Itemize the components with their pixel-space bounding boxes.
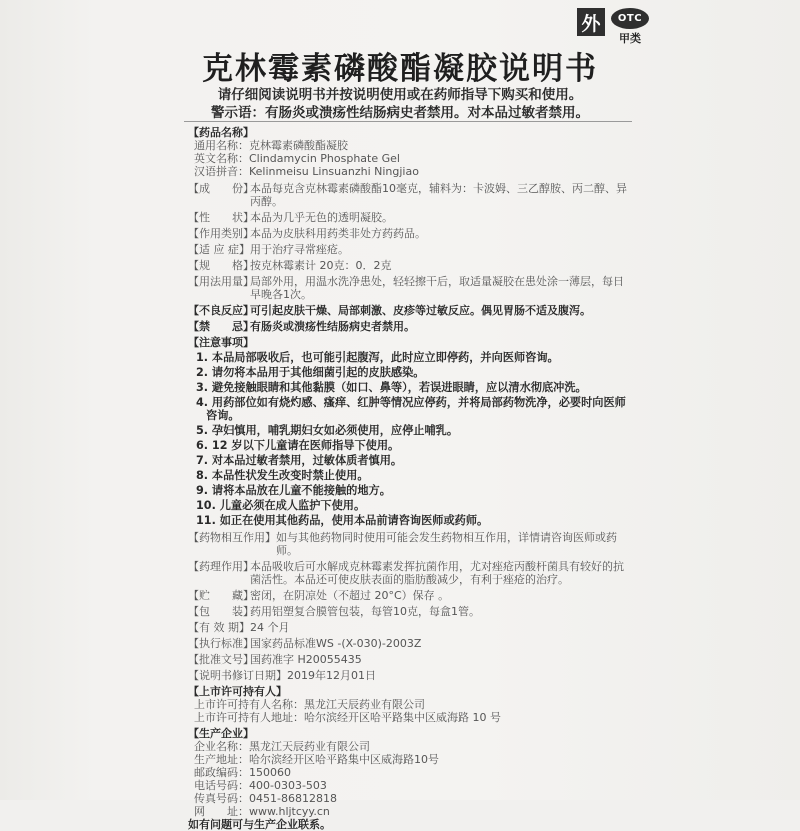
standard-row [188,637,633,650]
field-label: 网 址： [194,804,249,818]
warning-text: 警示语：有肠炎或溃疡性结肠病史者禁用。对本品过敏者禁用。 [211,105,589,121]
field-value: 本品为几乎无色的透明凝胶。 [250,211,393,224]
precaution-item: 8. 本品性状发生改变时禁止使用。 [196,469,369,482]
section-header-drug-name: 【药品名称】 [188,126,254,139]
website-row [188,805,633,818]
precaution-item: 9. 请将本品放在儿童不能接触的地方。 [196,484,391,497]
field-label: 【性 状】 [188,211,254,224]
leaflet-content [188,126,633,831]
postal-row [188,766,633,779]
field-label: 【成 份】 [188,182,254,195]
field-value: 24 个月 [250,620,290,634]
external-use-badge: 外 [577,8,605,36]
precaution-item: 6. 12 岁以下儿童请在医师指导下使用。 [196,439,400,452]
footer-note: 如有问题可与生产企业联系。 [188,817,331,831]
field-label: 上市许可持有人地址： [194,710,304,724]
field-value: 用于治疗寻常痤疮。 [250,243,349,256]
field-value: 哈尔滨经开区哈平路集中区威海路10号 [249,752,439,766]
approval-row [188,653,633,666]
expiry-row [188,621,633,634]
classification-badges [577,8,649,46]
field-value: 密闭，在阴凉处（不超过 20°C）保存 。 [250,588,450,602]
field-label: 【用法用量】 [188,275,254,288]
package-row [188,605,633,618]
field-label: 【规 格】 [188,259,254,272]
field-label: 电话号码： [194,778,249,792]
field-label: 【不良反应】 [188,304,254,317]
contraindication-row [188,320,633,333]
holder-name-row [188,698,633,711]
field-value: 黑龙江天辰药业有限公司 [249,739,370,753]
precaution-item: 11. 如正在使用其他药品，使用本品前请咨询医师或药师。 [196,514,489,527]
field-value: 克林霉素磷酸酯凝胶 [249,139,348,152]
field-value: Clindamycin Phosphate Gel [249,152,400,165]
field-label: 【批准文号】 [188,652,254,666]
field-label: 【禁 忌】 [188,320,254,333]
mfr-address-row [188,753,633,766]
field-value: 按克林霉素计 20克：0．2克 [250,259,392,272]
divider [184,121,632,122]
precaution-item: 2. 请勿将本品用于其他细菌引起的皮肤感染。 [196,365,425,379]
field-value: 黑龙江天辰药业有限公司 [304,697,425,711]
website-link[interactable]: www.hljtcyy.cn [249,804,330,818]
composition-row [188,182,633,208]
otc-class-label: 甲类 [619,32,641,45]
field-value: 药用铝塑复合膜管包装，每管10克，每盒1管。 [250,604,480,618]
subtitle: 请仔细阅读说明书并按说明使用或在药师指导下购买和使用。 [217,87,583,103]
field-label: 上市许可持有人名称： [194,697,304,711]
field-value: 有肠炎或溃疡性结肠病史者禁用。 [250,320,415,333]
precaution-item: 3. 避免接触眼睛和其他黏膜（如口、鼻等），若误进眼睛，应以清水彻底冲洗。 [196,380,587,394]
fax-row [188,792,633,805]
otc-badge [611,8,649,46]
spec-row [188,259,633,272]
interaction-row [188,531,633,557]
field-label: 传真号码： [194,791,249,805]
precaution-item: 7. 对本品过敏者禁用，过敏体质者慎用。 [196,454,403,467]
pharmacology-row [188,560,633,586]
field-label: 【作用类别】 [188,227,254,240]
field-label: 邮政编码： [194,765,249,779]
revision-row [188,669,633,682]
company-row [188,740,633,753]
field-label: 企业名称： [194,739,249,753]
usage-row [188,275,633,301]
field-label: 【说明书修订日期】 [188,668,287,682]
field-value: 本品每克含克林霉素磷酸酯10毫克，辅料为：卡波姆、三乙醇胺、丙二醇、异丙醇。 [250,182,627,208]
field-value: 400-0303-503 [249,778,327,792]
english-name-row [188,152,633,165]
precaution-item: 1. 本品局部吸收后，也可能引起腹泻，此时应立即停药，并向医师咨询。 [196,350,559,364]
field-value: 如与其他药物同时使用可能会发生药物相互作用，详情请咨询医师或药师。 [276,530,617,557]
field-label: 【药理作用】 [188,559,254,573]
precaution-item: 4. 用药部位如有烧灼感、瘙痒、红肿等情况应停药，并将局部药物洗净，必要时向医师咨询。 [196,395,626,422]
section-header-holder: 【上市许可持有人】 [188,684,287,698]
field-value: 本品吸收后可水解成克林霉素发挥抗菌作用，尤对痤疮丙酸杆菌具有较好的抗菌活性。本品还可使皮肤表面的脂肪酸减少，有利于痤疮的治疗。 [250,559,624,586]
category-row [188,227,633,240]
field-label: 生产地址： [194,752,249,766]
adverse-row [188,304,633,317]
field-label: 英文名称： [194,152,249,165]
field-label: 汉语拼音： [194,165,249,178]
field-label: 【有 效 期】 [188,620,250,634]
page-title: 克林霉素磷酸酯凝胶说明书 [202,51,598,87]
field-value: 本品为皮肤科用药类非处方药药品。 [250,227,426,240]
section-header-precautions: 【注意事项】 [188,336,254,349]
section-header-manufacturer: 【生产企业】 [188,726,254,740]
field-value: 150060 [249,765,291,779]
field-value: 可引起皮肤干燥、局部刺激、皮疹等过敏反应。偶见胃肠不适及腹泻。 [250,304,591,317]
otc-logo: OTC [611,8,649,29]
storage-row [188,589,633,602]
field-value: Kelinmeisu Linsuanzhi Ningjiao [249,165,419,178]
field-label: 【包 装】 [188,604,254,618]
precaution-item: 10. 儿童必须在成人监护下使用。 [196,499,366,512]
field-label: 通用名称： [194,139,249,152]
field-label: 【贮 藏】 [188,588,254,602]
field-value: 国药准字 H20055435 [250,652,362,666]
properties-row [188,211,633,224]
field-label: 【适 应 症】 [188,243,250,256]
generic-name-row [188,139,633,152]
precaution-item: 5. 孕妇慎用，哺乳期妇女如必须使用，应停止哺乳。 [196,424,459,437]
field-label: 【执行标准】 [188,636,254,650]
indication-row [188,243,633,256]
field-value: 哈尔滨经开区哈平路集中区威海路 10 号 [304,710,501,724]
phone-row [188,779,633,792]
field-value: 国家药品标准WS -(X-030)-2003Z [250,636,422,650]
pinyin-name-row [188,165,633,178]
field-value: 2019年12月01日 [287,668,376,682]
field-value: 0451-86812818 [249,791,337,805]
holder-address-row [188,711,633,724]
field-label: 【药物相互作用】 [188,530,276,544]
field-value: 局部外用，用温水洗净患处，轻轻擦干后，取适量凝胶在患处涂一薄层，每日早晚各1次。 [250,275,624,301]
